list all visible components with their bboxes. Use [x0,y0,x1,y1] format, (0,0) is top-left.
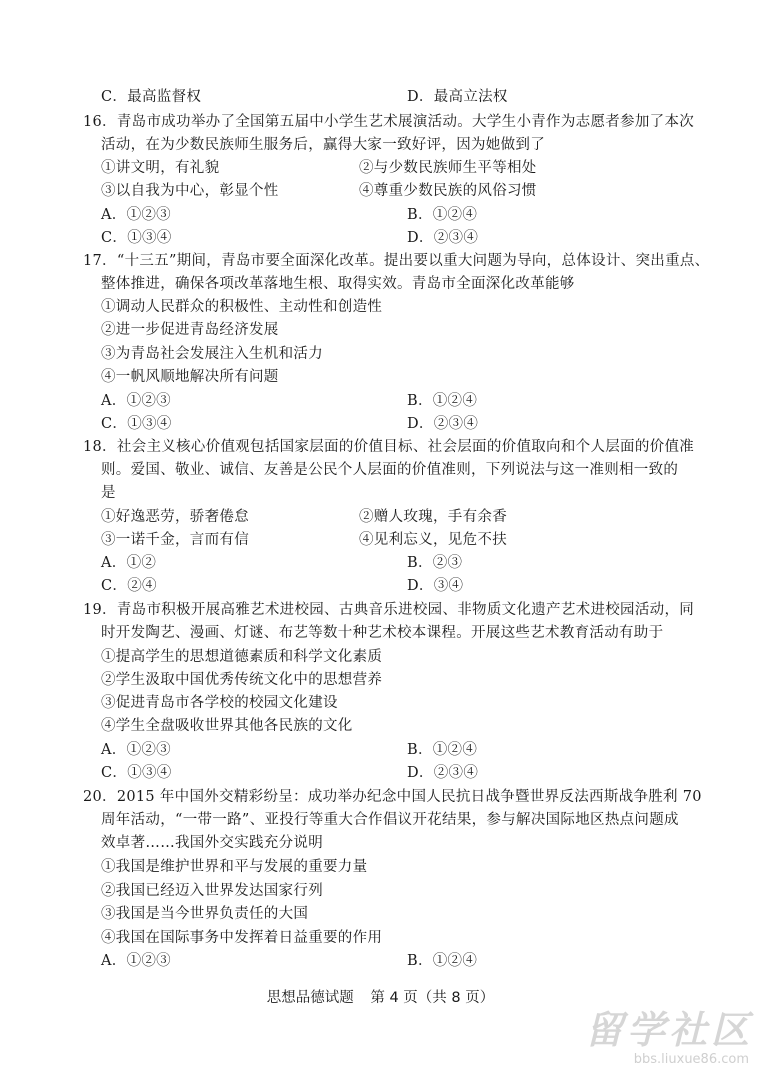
q18-option-a: A．①② [101,555,157,571]
q17-option-b: B．①②④ [407,393,478,409]
q16-statement-2: ②与少数民族师生平等相处 [359,160,537,176]
q19-option-b: B．①②④ [407,742,478,758]
q17-stem-line2: 整体推进，确保各项改革落地生根、取得实效。青岛市全面深化改革能够 [101,276,575,292]
q19-statement-3: ③促进青岛市各学校的校园文化建设 [101,695,338,711]
q18-statement-3: ③一诺千金，言而有信 [101,532,249,548]
q15-option-c: C．最高监督权 [101,89,202,105]
q20-stem-line1: 20．2015 年中国外交精彩纷呈：成功举办纪念中国人民抗日战争暨世界反法西斯战争胜利 70 [83,789,702,805]
q17-option-d: D．②③④ [407,416,479,432]
q16-option-c: C．①③④ [101,230,172,246]
q20-statement-1: ①我国是维护世界和平与发展的重要力量 [101,859,368,875]
q20-option-a: A．①②③ [101,953,171,969]
q16-stem-line1: 16．青岛市成功举办了全国第五届中小学生艺术展演活动。大学生小青作为志愿者参加了本次 [83,114,695,130]
q16-option-b: B．①②④ [407,207,478,223]
q19-statement-2: ②学生汲取中国优秀传统文化中的思想营养 [101,672,383,688]
q19-option-a: A．①②③ [101,742,171,758]
q16-option-a: A．①②③ [101,207,171,223]
q18-option-c: C．②④ [101,578,157,594]
q20-stem-line2: 周年活动，“一带一路”、亚投行等重大合作倡议开花结果，参与解决国际地区热点问题成 [101,812,679,828]
q19-statement-1: ①提高学生的思想道德素质和科学文化素质 [101,649,383,665]
q18-option-d: D．③④ [407,578,464,594]
q17-statement-4: ④一帆风顺地解决所有问题 [101,369,279,385]
q18-stem-line1: 18．社会主义核心价值观包括国家层面的价值目标、社会层面的价值取向和个人层面的价值准 [83,439,695,455]
watermark-url: bbs.liuxue86.com [633,1052,749,1067]
q17-stem-line1: 17．“十三五”期间，青岛市要全面深化改革。提出要以重大问题为导向，总体设计、突出重点、 [83,253,710,269]
q19-statement-4: ④学生全盘吸收世界其他各民族的文化 [101,718,353,734]
q18-stem-line3: 是 [101,485,116,501]
watermark-main-text: 留学社区 [584,1008,753,1052]
q16-stem-line2: 活动，在为少数民族师生服务后，赢得大家一致好评，因为她做到了 [101,137,545,153]
q16-option-d: D．②③④ [407,230,479,246]
q16-statement-1: ①讲文明，有礼貌 [101,160,220,176]
q18-statement-1: ①好逸恶劳，骄奢倦怠 [101,509,249,525]
q19-stem-line2: 时开发陶艺、漫画、灯谜、布艺等数十种艺术校本课程。开展这些艺术教育活动有助于 [101,625,664,641]
q16-statement-4: ④尊重少数民族的风俗习惯 [359,183,537,199]
footer-subject: 思想品德试题 [266,990,354,1006]
q20-option-b: B．①②④ [407,953,478,969]
q17-option-a: A．①②③ [101,393,171,409]
q20-statement-2: ②我国已经迈入世界发达国家行列 [101,883,323,899]
q20-statement-3: ③我国是当今世界负责任的大国 [101,906,309,922]
q16-statement-3: ③以自我为中心，彰显个性 [101,183,279,199]
q17-statement-3: ③为青岛社会发展注入生机和活力 [101,346,323,362]
q20-statement-4: ④我国在国际事务中发挥着日益重要的作用 [101,930,383,946]
q18-statement-4: ④见利忘义，见危不扶 [359,532,507,548]
q17-statement-2: ②进一步促进青岛经济发展 [101,322,279,338]
q18-statement-2: ②赠人玫瑰，手有余香 [359,509,507,525]
watermark-logo [573,999,753,1067]
footer-page-number: 第 4 页（共 8 页） [370,990,495,1006]
q20-stem-line3: 效卓著……我国外交实践充分说明 [101,835,323,851]
q19-option-c: C．①③④ [101,765,172,781]
q19-stem-line1: 19．青岛市积极开展高雅艺术进校园、古典音乐进校园、非物质文化遗产艺术进校园活动，同 [83,602,695,618]
q18-option-b: B．②③ [407,555,463,571]
q17-option-c: C．①③④ [101,416,172,432]
q15-option-d: D．最高立法权 [407,89,508,105]
q18-stem-line2: 则。爱国、敬业、诚信、友善是公民个人层面的价值准则，下列说法与这一准则相一致的 [101,462,679,478]
q17-statement-1: ①调动人民群众的积极性、主动性和创造性 [101,299,383,315]
q19-option-d: D．②③④ [407,765,479,781]
